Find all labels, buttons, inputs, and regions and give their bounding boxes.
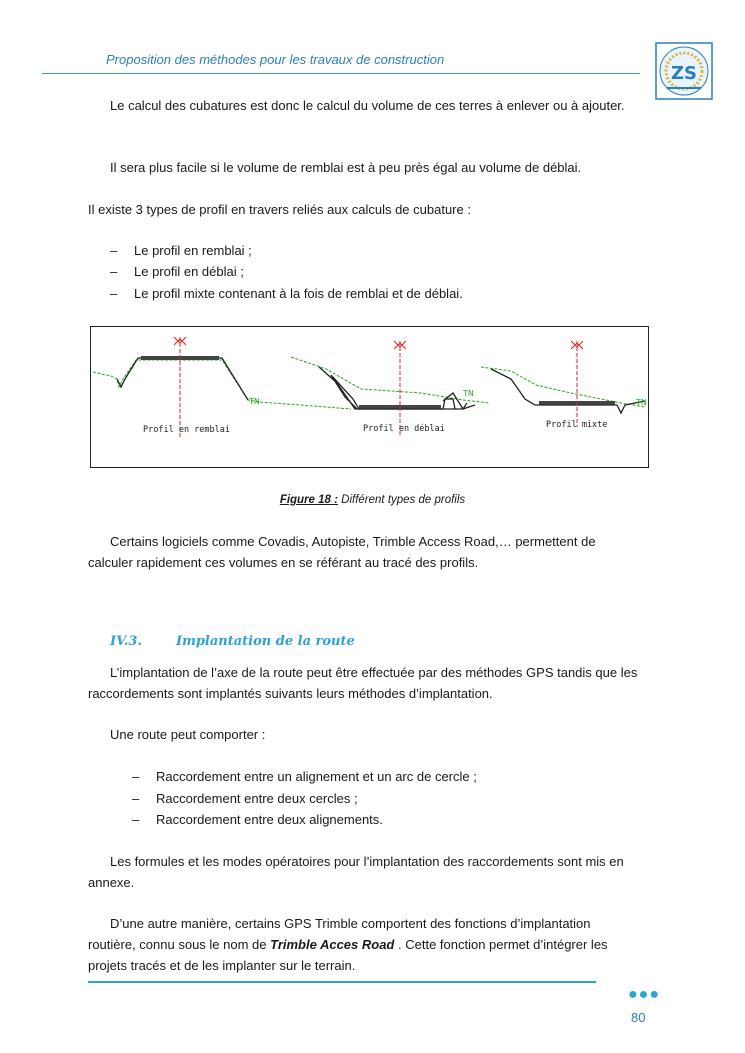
figure-caption-label: Figure 18 : [279,494,338,506]
section-title: Implantation de la route [176,634,355,649]
profiles-drawing [91,327,648,467]
tn-label: TN [249,397,260,406]
section-heading [110,634,355,649]
footer-dots-icon: ●●● [628,986,660,1003]
section-number: IV.3. [110,634,142,649]
list-bullet: – [132,769,140,784]
paragraph-logiciels: Certains logiciels comme Covadis, Autopiste, Trimble Access Road,… permettent de calculer rapidement ces volumes en se référant au tracé des profils. [88,534,596,570]
tn-label: TN [636,398,647,407]
paragraph-trimble [88,913,638,976]
list-bullet: – [110,243,118,258]
header-title: Proposition des méthodes pour les travaux de construction [106,52,445,67]
header-divider [42,73,640,74]
paragraph-types-intro: Il existe 3 types de profil en travers reliés aux calculs de cubature : [88,202,471,217]
label-profil-remblai: Profil en remblai [143,425,230,435]
trimble-text-before: D’une autre manière, certains GPS Trimble comportent des fonctions d’implantation routière, connu sous le nom de [88,916,591,952]
tn-label: TN [463,389,474,398]
paragraph-cubatures: Le calcul des cubatures est donc le calcul du volume de ces terres à enlever ou à ajouter. [110,98,625,113]
paragraph-implantation: L’implantation de l’axe de la route peut être effectuée par des méthodes GPS tandis que les raccordements sont implantés suivants leurs méthodes d’implantation. [88,665,638,701]
figure-caption [0,494,745,506]
footer-divider [88,981,596,983]
profiles-figure [90,326,649,468]
list-item-text: Raccordement entre deux alignements. [156,812,383,827]
list-item-text: Le profil mixte contenant à la fois de remblai et de déblai. [134,286,463,301]
list-item-text: Le profil en déblai ; [134,264,244,279]
list-item-text: Le profil en remblai ; [134,243,252,258]
institution-logo-icon [655,42,713,100]
figure-caption-text: Différent types de profils [337,494,466,506]
paragraph-route-comporte: Une route peut comporter : [110,727,266,742]
paragraph-formules: Les formules et les modes opératoires pour l’implantation des raccordements sont mis en annexe. [88,854,624,890]
list-bullet: – [132,791,140,806]
list-item-text: Raccordement entre deux cercles ; [156,791,358,806]
list-bullet: – [132,812,140,827]
trimble-text-after: . Cette fonction permet d’intégrer les projets tracés et de les implanter sur le terrain. [88,937,608,973]
list-bullet: – [110,286,118,301]
page-number: 80 [631,1010,646,1025]
label-profil-mixte: Profil mixte [546,420,608,430]
list-item-text: Raccordement entre un alignement et un arc de cercle ; [156,769,477,784]
profile-deblai [291,341,489,437]
list-bullet: – [110,264,118,279]
profile-remblai [93,337,351,437]
paragraph-equilibre: Il sera plus facile si le volume de remblai est à peu près égal au volume de déblai. [110,160,582,175]
profile-mixte [481,341,647,430]
svg-text:ZS: ZS [670,63,698,84]
trimble-product-name: Trimble Acces Road [270,937,395,952]
label-profil-deblai: Profil en déblai [363,424,445,434]
